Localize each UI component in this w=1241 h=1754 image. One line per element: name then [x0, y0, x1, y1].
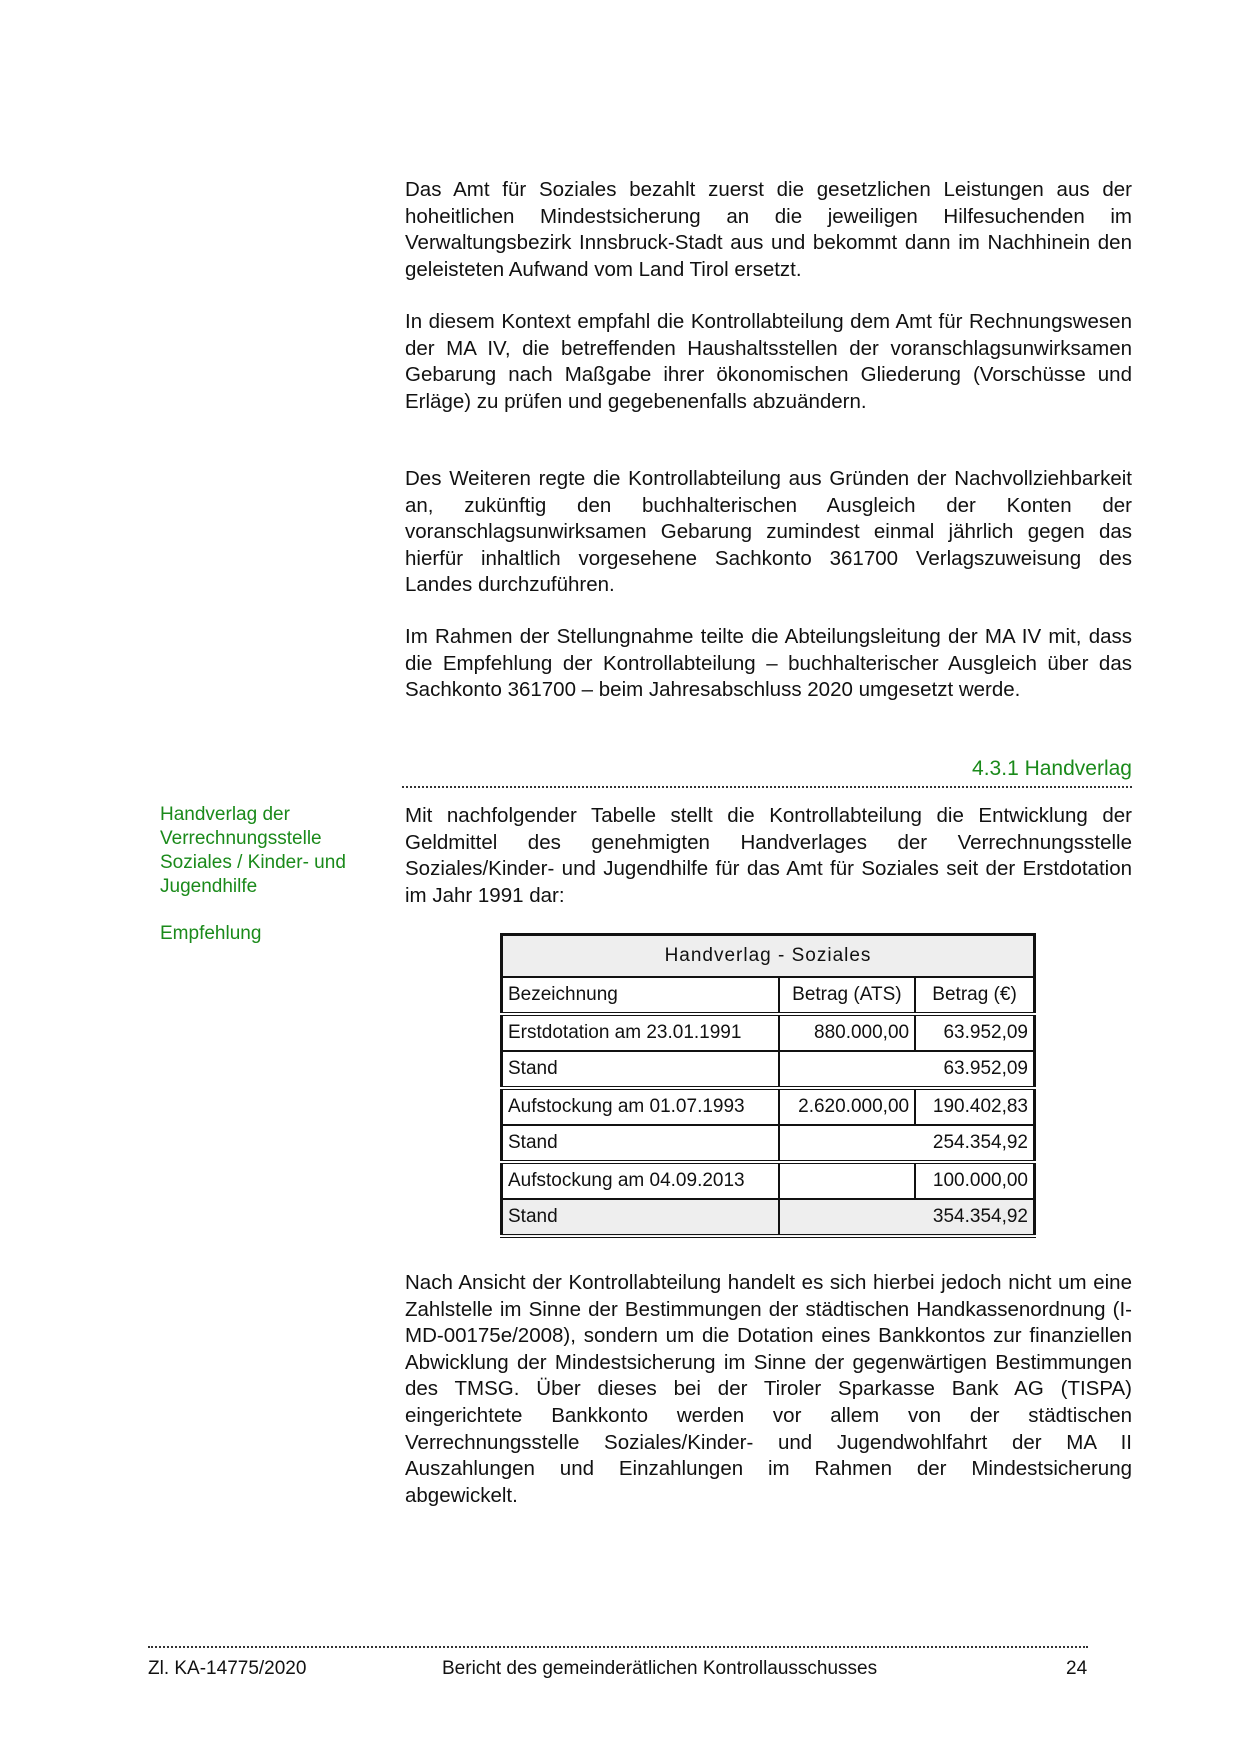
table-title: Handverlag - Soziales — [502, 935, 1035, 978]
cell: 254.354,92 — [779, 1125, 1035, 1162]
paragraph: In diesem Kontext empfahl die Kontrollabteilung dem Amt für Rechnungswesen der MA IV, die betreffenden Haushaltsstellen der voranschlagsunwirksamen Gebarung nach Maßgabe ihrer ökonomischen Gliederung (Vorschüsse und Erläge) zu prüfen und gegebenenfalls abzuändern. — [405, 310, 1132, 413]
cell: Stand — [502, 1199, 779, 1236]
table-row-stand — [502, 1051, 1035, 1088]
footer-title: Bericht des gemeinderätlichen Kontrollausschusses — [442, 1658, 878, 1679]
footer-reference: Zl. KA-14775/2020 — [148, 1658, 307, 1679]
cell: Stand — [502, 1125, 779, 1162]
paragraph: Das Amt für Soziales bezahlt zuerst die gesetzlichen Leistungen aus der hoheitlichen Mindestsicherung an die jeweiligen Hilfesuchenden im Verwaltungsbezirk Innsbruck-Stadt aus und bekommt dann im Nachhinein den geleisteten Aufwand vom Land Tirol ersetzt. — [405, 178, 1132, 281]
column-header: Betrag (ATS) — [779, 977, 915, 1014]
table-row — [502, 1088, 1035, 1125]
column-header: Bezeichnung — [502, 977, 779, 1014]
cell: 63.952,09 — [915, 1014, 1034, 1051]
margin-note: Handverlag der Verrechnungsstelle Soziales / Kinder- und Jugendhilfe — [160, 804, 346, 897]
paragraph: Des Weiteren regte die Kontrollabteilung aus Gründen der Nachvollziehbarkeit an, zukünftig den buchhalterischen Ausgleich der Konten der voranschlagsunwirksamen Gebarung zumindest einmal jährlich gegen das hierfür inhaltlich vorgesehene Sachkonto 361700 Verlagszuweisung des Landes durchzuführen. — [405, 467, 1132, 597]
paragraph: Im Rahmen der Stellungnahme teilte die Abteilungsleitung der MA IV mit, dass die Empfehlung der Kontrollabteilung – buchhalterischer Ausgleich über das Sachkonto 361700 – beim Jahresabschluss 2020 umgesetzt werde. — [405, 625, 1132, 702]
cell: 190.402,83 — [915, 1088, 1034, 1125]
cell: Stand — [502, 1051, 779, 1088]
footer-divider — [148, 1646, 1088, 1648]
cell: 63.952,09 — [779, 1051, 1035, 1088]
table-row — [502, 1162, 1035, 1199]
cell: 880.000,00 — [779, 1014, 915, 1051]
table-row — [502, 1014, 1035, 1051]
table-row-stand — [502, 1199, 1035, 1236]
handverlag-table — [500, 933, 1036, 1238]
table-row-stand — [502, 1125, 1035, 1162]
paragraph: Nach Ansicht der Kontrollabteilung handelt es sich hierbei jedoch nicht um eine Zahlstelle im Sinne der Bestimmungen der städtischen Handkassenordnung (I-MD-00175e/2008), sondern um die Dotation eines Bankkontos zur finanziellen Abwicklung der Mindestsicherung im Sinne der gegenwärtigen Bestimmungen des TMSG. Über dieses bei der Tiroler Sparkasse Bank AG (TISPA) eingerichtete Bankkonto werden vor allem von der städtischen Verrechnungsstelle Soziales/Kinder- und Jugendwohlfahrt der MA II Auszahlungen und Einzahlungen im Rahmen der Mindestsicherung abgewickelt. — [405, 1271, 1132, 1507]
section-heading: 4.3.1 Handverlag — [972, 757, 1132, 780]
margin-note-recommendation: Empfehlung — [160, 923, 262, 944]
cell: Erstdotation am 23.01.1991 — [502, 1014, 779, 1051]
cell: 354.354,92 — [779, 1199, 1035, 1236]
cell — [779, 1162, 915, 1199]
divider — [402, 786, 1132, 788]
cell: 2.620.000,00 — [779, 1088, 915, 1125]
cell: Aufstockung am 01.07.1993 — [502, 1088, 779, 1125]
column-header: Betrag (€) — [915, 977, 1034, 1014]
paragraph: Mit nachfolgender Tabelle stellt die Kontrollabteilung die Entwicklung der Geldmittel des genehmigten Handverlages der Verrechnungsstelle Soziales/Kinder- und Jugendhilfe für das Amt für Soziales seit der Erstdotation im Jahr 1991 dar: — [405, 804, 1132, 907]
cell: 100.000,00 — [915, 1162, 1034, 1199]
page-number: 24 — [1066, 1658, 1088, 1679]
cell: Aufstockung am 04.09.2013 — [502, 1162, 779, 1199]
